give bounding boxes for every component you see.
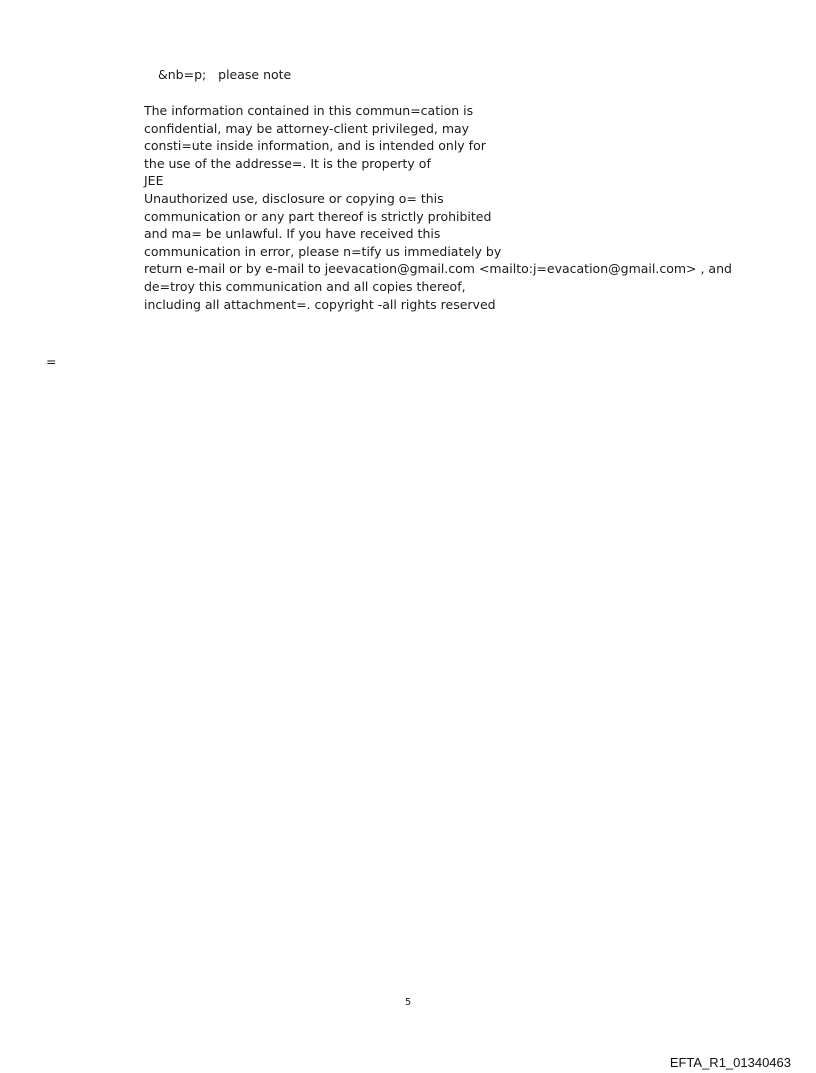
disclaimer-line: and ma= be unlawful. If you have received this — [144, 226, 441, 242]
stray-equals-mark: = — [46, 354, 57, 369]
disclaimer-line: JEE — [144, 173, 164, 189]
disclaimer-line: The information contained in this commun=cation is — [144, 103, 474, 118]
disclaimer-line: the use of the addresse=. It is the property of — [144, 155, 431, 171]
confidentiality-disclaimer — [144, 102, 744, 313]
bates-number: EFTA_R1_01340463 — [669, 1055, 791, 1070]
disclaimer-line: Unauthorized use, disclosure or copying o= this — [144, 190, 444, 206]
disclaimer-line: including all attachment=. copyright -all rights reserved — [144, 296, 496, 312]
disclaimer-line: return e-mail or by e-mail to jeevacation@gmail.com <mailto:j=evacation@gmail.com> , and — [144, 261, 732, 277]
disclaimer-line: communication in error, please n=tify us immediately by — [144, 243, 502, 259]
disclaimer-line: de=troy this communication and all copies thereof, — [144, 278, 466, 294]
disclaimer-line: confidential, may be attorney-client privileged, may — [144, 120, 470, 136]
note-line: &nb=p; please note — [158, 67, 292, 82]
disclaimer-line: consti=ute inside information, and is intended only for — [144, 138, 486, 154]
disclaimer-line: communication or any part thereof is strictly prohibited — [144, 208, 492, 224]
page-number: 5 — [404, 997, 412, 1008]
